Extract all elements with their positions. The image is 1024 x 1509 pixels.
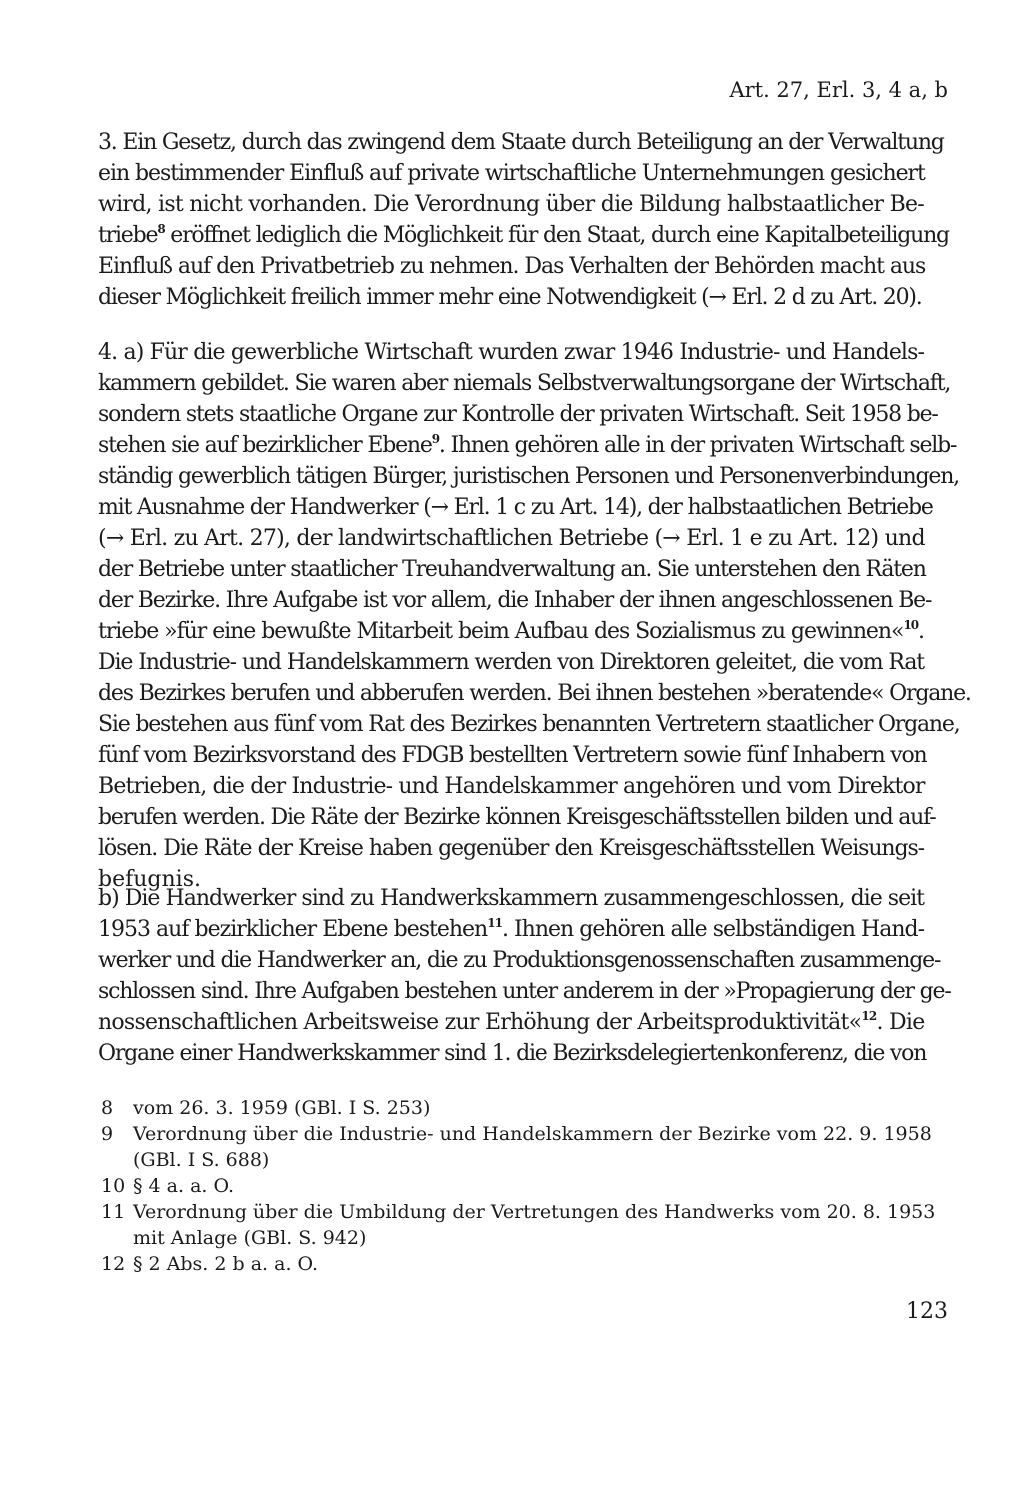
- text-line: 3. Ein Gesetz, durch das zwingend dem Staate durch Beteiligung an der Verwaltung: [98, 130, 944, 155]
- text-line: triebe »für eine bewußte Mitarbeit beim Aufbau des Sozialismus zu gewinnen«$^{10}$.: [98, 618, 924, 644]
- text-line: [98, 220, 949, 251]
- footnote-ref-10[interactable]: 10: [903, 618, 919, 632]
- page-number: 123: [906, 1299, 948, 1324]
- text-line: stehen sie auf bezirklicher Ebene$^9$. Ihnen gehören alle in der privaten Wirtschaft selb-: [98, 432, 957, 458]
- footnote-item: [101, 1199, 951, 1251]
- footnote-number: 8: [101, 1097, 114, 1119]
- line-rest: Ihnen gehören alle in der privaten Wirtschaft selb-: [450, 433, 957, 458]
- text-line: Sie bestehen aus fünf vom Rat des Bezirkes benannten Vertretern staatlicher Organe,: [98, 712, 960, 737]
- text-line: mit Ausnahme der Handwerker (→ Erl. 1 c zu Art. 14), der halbstaatlichen Betriebe: [98, 495, 933, 520]
- footnote-ref-8[interactable]: 8: [157, 222, 165, 236]
- text-line: der Bezirke. Ihre Aufgabe ist vor allem, die Inhaber der ihnen angeschlossenen Be-: [98, 588, 932, 613]
- text-line: (→ Erl. zu Art. 27), der landwirtschaftlichen Betriebe (→ Erl. 1 e zu Art. 12) und: [98, 526, 925, 551]
- footnote-text: § 4 a. a. O.: [133, 1175, 234, 1197]
- footnote-ref-12[interactable]: 12: [861, 1009, 877, 1023]
- footnote-number: 11: [101, 1201, 126, 1223]
- paragraph-3: [98, 127, 949, 313]
- text-line: [98, 1007, 924, 1038]
- text-line: werker und die Handwerker an, die zu Produktionsgenossenschaften zusammenge-: [98, 948, 941, 973]
- footnote-item: [101, 1173, 951, 1199]
- footnotes: [101, 1095, 951, 1277]
- line-rest: . Die: [876, 1010, 925, 1035]
- text-line: schlossen sind. Ihre Aufgaben bestehen unter anderem in der »Propagierung der ge-: [98, 979, 951, 1004]
- text-line: Einfluß auf den Privatbetrieb zu nehmen. Das Verhalten der Behörden macht aus: [98, 254, 926, 279]
- footnote-number: 10: [101, 1175, 126, 1197]
- text-line: ständig gewerblich tätigen Bürger, juristischen Personen und Personenverbindungen,: [98, 464, 959, 489]
- footnote-text: Verordnung über die Umbildung der Vertretungen des Handwerks vom 20. 8. 1953 mit Anlage (GBl. S. 942): [133, 1201, 936, 1249]
- text-line: der Betriebe unter staatlicher Treuhandverwaltung an. Sie unterstehen den Räten: [98, 557, 926, 582]
- text-line: berufen werden. Die Räte der Bezirke können Kreisgeschäftsstellen bilden und auf-: [98, 805, 936, 830]
- line-lead: stehen sie auf bezirklicher Ebene: [98, 433, 432, 458]
- running-head: Art. 27, Erl. 3, 4 a, b: [729, 78, 948, 102]
- line-rest: eröffnet lediglich die Möglichkeit für den Staat, durch eine Kapitalbeteiligung: [170, 223, 949, 248]
- text-line: b) Die Handwerker sind zu Handwerkskammern zusammengeschlossen, die seit: [98, 886, 924, 911]
- footnote-text: Verordnung über die Industrie- und Handelskammern der Bezirke vom 22. 9. 1958 (GBl. I S. 688): [133, 1123, 932, 1171]
- paragraph-4b: [98, 883, 951, 1069]
- paragraph-4a: [98, 337, 971, 895]
- text-line: Organe einer Handwerkskammer sind 1. die Bezirksdelegiertenkonferenz, die von: [98, 1041, 927, 1066]
- text-line: 4. a) Für die gewerbliche Wirtschaft wurden zwar 1946 Industrie- und Handels-: [98, 340, 924, 365]
- text-line: wird, ist nicht vorhanden. Die Verordnung über die Bildung halbstaatlicher Be-: [98, 192, 924, 217]
- footnote-text: vom 26. 3. 1959 (GBl. I S. 253): [133, 1097, 431, 1119]
- text-line: fünf vom Bezirksvorstand des FDGB bestellten Vertretern sowie fünf Inhabern von: [98, 743, 927, 768]
- text-line: ein bestimmender Einfluß auf private wirtschaftliche Unternehmungen gesichert: [98, 161, 925, 186]
- text-line: lösen. Die Räte der Kreise haben gegenüber den Kreisgeschäftsstellen Weisungs-: [98, 836, 924, 861]
- text-line: des Bezirkes berufen und abberufen werden. Bei ihnen bestehen »beratende« Organe.: [98, 681, 971, 706]
- footnote-item: [101, 1121, 951, 1173]
- line-lead: triebe »für eine bewußte Mitarbeit beim Aufbau des Sozialismus zu gewinnen«: [98, 619, 904, 644]
- footnote-ref-9[interactable]: 9: [431, 432, 439, 446]
- line-lead: nossenschaftlichen Arbeitsweise zur Erhöhung der Arbeitsproduktivität«: [98, 1010, 862, 1035]
- text-line: Betrieben, die der Industrie- und Handelskammer angehören und vom Direktor: [98, 774, 925, 799]
- footnote-item: [101, 1095, 951, 1121]
- footnote-item: [101, 1251, 951, 1277]
- footnote-text: § 2 Abs. 2 b a. a. O.: [133, 1253, 319, 1275]
- text-line: sondern stets staatliche Organe zur Kontrolle der privaten Wirtschaft. Seit 1958 be-: [98, 402, 938, 427]
- line-lead: triebe: [98, 223, 158, 248]
- text-line: kammern gebildet. Sie waren aber niemals Selbstverwaltungsorgane der Wirtschaft,: [98, 371, 951, 396]
- line-lead: 1953 auf bezirklicher Ebene bestehen: [98, 917, 488, 942]
- line-rest: . Ihnen gehören alle selbständigen Hand-: [501, 917, 925, 942]
- footnote-number: 9: [101, 1123, 114, 1145]
- text-line: befugnis.: [98, 867, 201, 892]
- footnote-number: 12: [101, 1253, 126, 1275]
- footnote-ref-11[interactable]: 11: [487, 916, 502, 930]
- text-line: Die Industrie- und Handelskammern werden von Direktoren geleitet, die vom Rat: [98, 650, 924, 675]
- text-line: dieser Möglichkeit freilich immer mehr eine Notwendigkeit (→ Erl. 2 d zu Art. 20).: [98, 285, 922, 310]
- text-line: [98, 914, 924, 945]
